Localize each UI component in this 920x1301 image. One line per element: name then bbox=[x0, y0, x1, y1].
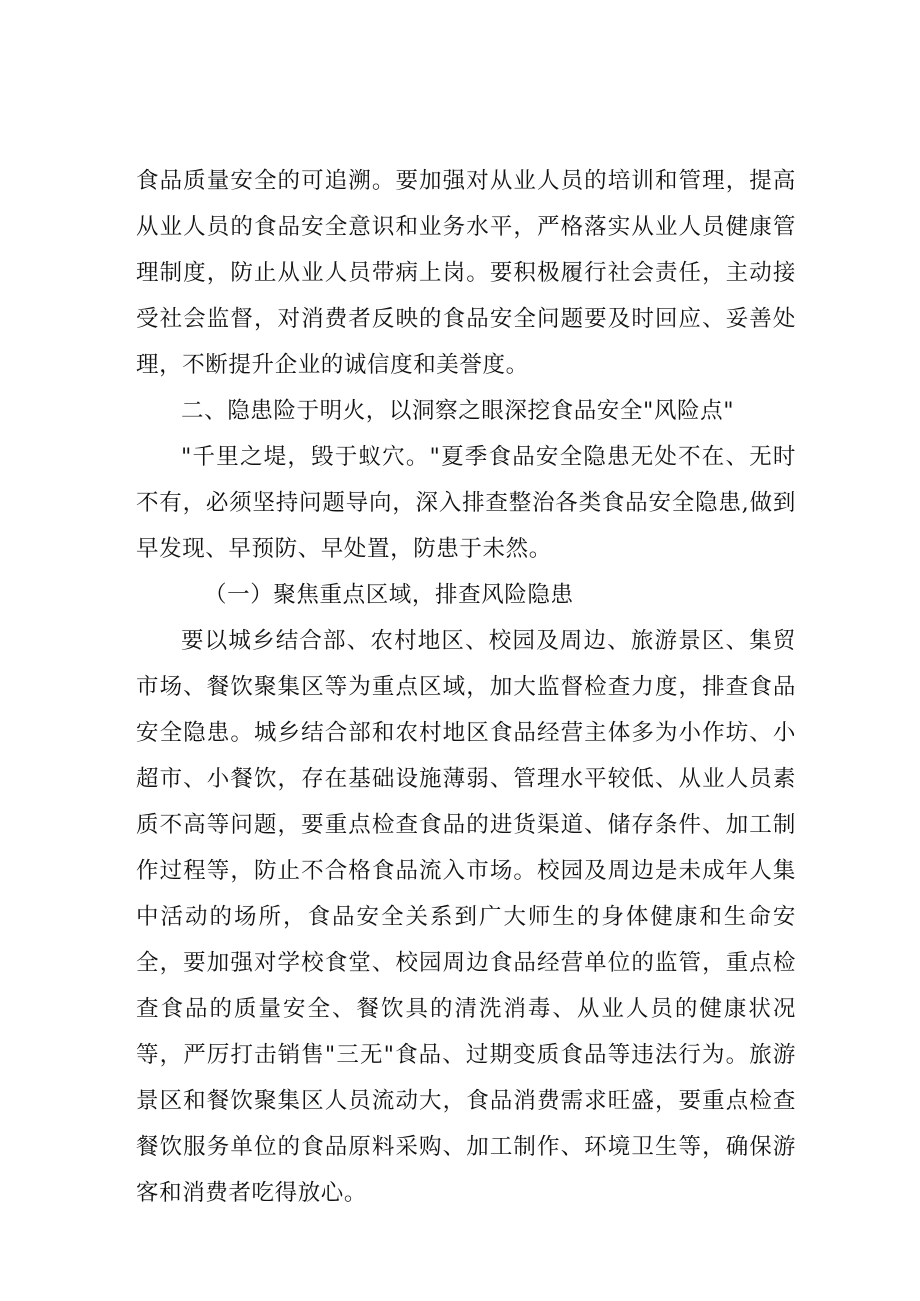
paragraph-body: 要以城乡结合部、农村地区、校园及周边、旅游景区、集贸市场、餐饮聚集区等为重点区域，加大监督检查力度，排查食品安全隐患。城乡结合部和农村地区食品经营主体多为小作坊、小超市、小餐饮，存在基础设施薄弱、管理水平较低、从业人员素质不高等问题，要重点检查食品的进货渠道、储存条件、加工制作过程等，防止不合格食品流入市场。校园及周边是未成年人集中活动的场所，食品安全关系到广大师生的身体健康和生命安全，要加强对学校食堂、校园周边食品经营单位的监管，重点检查食品的质量安全、餐饮具的清洗消毒、从业人员的健康状况等，严厉打击销售"三无"食品、过期变质食品等违法行为。旅游景区和餐饮聚集区人员流动大，食品消费需求旺盛，要重点检查餐饮服务单位的食品原料采购、加工制作、环境卫生等，确保游客和消费者吃得放心。 bbox=[136, 628, 796, 1206]
paragraph-continuation: 食品质量安全的可追溯。要加强对从业人员的培训和管理，提高从业人员的食品安全意识和业务水平，严格落实从业人员健康管理制度，防止从业人员带病上岗。要积极履行社会责任，主动接受社会监督，对消费者反映的食品安全问题要及时回应、妥善处理，不断提升企业的诚信度和美誉度。 bbox=[136, 168, 796, 378]
paragraph-body: "千里之堤，毁于蚁穴。"夏季食品安全隐患无处不在、无时不有，必须坚持问题导向，深入排查整治各类食品安全隐患,做到早发现、早预防、早处置，防患于未然。 bbox=[136, 444, 796, 562]
subsection-heading: （一）聚焦重点区域，排查风险隐患 bbox=[204, 582, 574, 608]
document-body bbox=[136, 158, 796, 1216]
section-heading: 二、隐患险于明火，以洞察之眼深挖食品安全"风险点" bbox=[181, 398, 735, 424]
